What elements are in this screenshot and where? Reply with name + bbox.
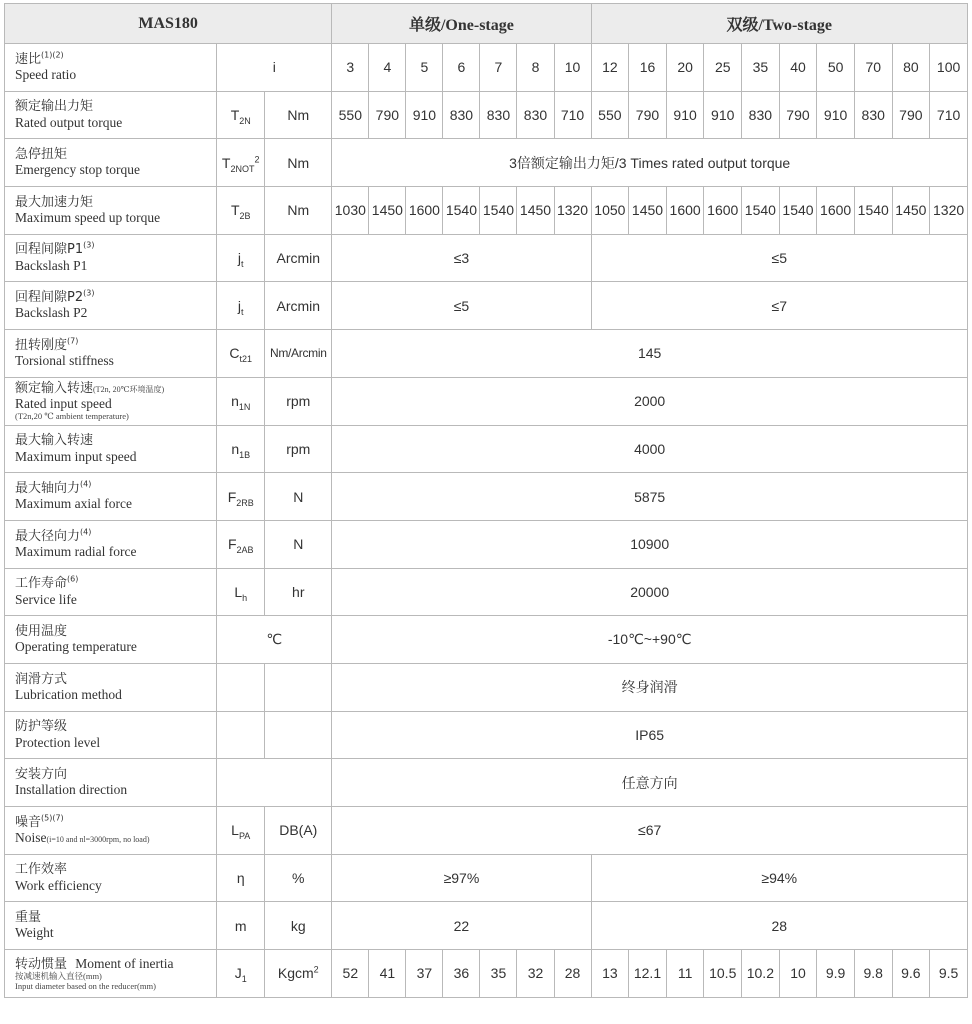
row-installation-direction (5, 759, 968, 807)
value-cell: 4000 (332, 425, 968, 473)
param-name: 噪音$^{(5)(7)}$ Noise(i=10 and nl=3000rpm, no load) (5, 807, 217, 855)
row-speed-ratio (5, 44, 968, 92)
row-lubrication-method (5, 663, 968, 711)
value-cell: 13 (591, 950, 629, 998)
model-title: MAS180 (5, 4, 332, 44)
param-symbol: $J_1$ (217, 950, 265, 998)
value-cell: 10 (554, 44, 591, 92)
param-symbol: $T_{2B}$ (217, 187, 265, 235)
param-unit: Nm (265, 139, 332, 187)
param-symbol: η (217, 854, 265, 902)
value-cell: ≤3 (332, 234, 591, 282)
value-cell: 50 (817, 44, 855, 92)
header-row (5, 4, 968, 44)
value-cell: 5 (406, 44, 443, 92)
param-unit: rpm (265, 425, 332, 473)
param-name: 防护等级 Protection level (5, 711, 217, 759)
value-cell: 9.5 (930, 950, 968, 998)
value-cell: 910 (704, 91, 742, 139)
param-unit: Arcmin (265, 282, 332, 330)
value-cell: 35 (742, 44, 780, 92)
value-cell: 830 (480, 91, 517, 139)
param-name: 最大输入转速 Maximum input speed (5, 425, 217, 473)
value-cell: 35 (480, 950, 517, 998)
value-cell: 10.2 (742, 950, 780, 998)
param-unit: Kgcm$^2$ (265, 950, 332, 998)
row-work-efficiency (5, 854, 968, 902)
value-cell: 20 (666, 44, 704, 92)
row-max-speed-up-torque (5, 187, 968, 235)
value-cell: 1540 (854, 187, 892, 235)
param-unit: rpm (265, 377, 332, 425)
param-symbol: $F_{2RB}$ (217, 473, 265, 521)
value-cell: 830 (742, 91, 780, 139)
param-unit: N (265, 520, 332, 568)
value-cell: 1450 (629, 187, 667, 235)
param-symbol: $L_h$ (217, 568, 265, 616)
row-max-axial-force (5, 473, 968, 521)
param-symbol: $j_t$ (217, 234, 265, 282)
param-name: 额定输入转速(T2n, 20℃环境温度) Rated input speed (T2n,20 ℃ ambient temperature) (5, 377, 217, 425)
value-cell: 910 (406, 91, 443, 139)
param-name: 工作效率 Work efficiency (5, 854, 217, 902)
value-cell: 1540 (480, 187, 517, 235)
param-unit: hr (265, 568, 332, 616)
param-symbol: m (217, 902, 265, 950)
value-cell: 70 (854, 44, 892, 92)
param-unit: DB(A) (265, 807, 332, 855)
row-backlash-p1 (5, 234, 968, 282)
value-cell: 910 (817, 91, 855, 139)
param-name: 最大加速力矩 Maximum speed up torque (5, 187, 217, 235)
value-cell: 32 (517, 950, 554, 998)
value-cell: 6 (443, 44, 480, 92)
value-cell: 1540 (742, 187, 780, 235)
row-max-input-speed (5, 425, 968, 473)
value-cell: 40 (779, 44, 817, 92)
value-cell: 36 (443, 950, 480, 998)
value-cell: 830 (517, 91, 554, 139)
param-symbol: $C_{t21}$ (217, 330, 265, 378)
empty-cell (265, 663, 332, 711)
value-cell: 28 (591, 902, 967, 950)
param-name: 转动惯量 Moment of inertia 按减速机输入直径(mm) Input diameter based on the reducer(mm) (5, 950, 217, 998)
param-symbol: ℃ (217, 616, 332, 664)
value-cell: 790 (892, 91, 930, 139)
value-cell: 550 (591, 91, 629, 139)
param-name: 回程间隙P2$^{(3)}$ Backslash P2 (5, 282, 217, 330)
value-cell: 终身润滑 (332, 663, 968, 711)
value-cell: 910 (666, 91, 704, 139)
empty-cell (217, 759, 332, 807)
param-symbol: $T_{2N}$ (217, 91, 265, 139)
value-cell: 9.9 (817, 950, 855, 998)
param-name: 安装方向 Installation direction (5, 759, 217, 807)
value-cell: 1600 (704, 187, 742, 235)
value-cell: 12 (591, 44, 629, 92)
value-cell: -10℃~+90℃ (332, 616, 968, 664)
value-cell: ≤5 (332, 282, 591, 330)
param-name: 急停扭矩 Emergency stop torque (5, 139, 217, 187)
value-cell: 16 (629, 44, 667, 92)
value-cell: 10900 (332, 520, 968, 568)
row-noise (5, 807, 968, 855)
param-symbol: $L_{PA}$ (217, 807, 265, 855)
value-cell: 10 (779, 950, 817, 998)
value-cell: 1320 (554, 187, 591, 235)
value-cell: 11 (666, 950, 704, 998)
param-unit: Arcmin (265, 234, 332, 282)
empty-cell (265, 711, 332, 759)
value-cell: 52 (332, 950, 369, 998)
value-cell: 100 (930, 44, 968, 92)
value-cell: 41 (369, 950, 406, 998)
param-name: 重量 Weight (5, 902, 217, 950)
value-cell: 1450 (892, 187, 930, 235)
param-name: 润滑方式 Lubrication method (5, 663, 217, 711)
param-unit: N (265, 473, 332, 521)
value-cell: ≤67 (332, 807, 968, 855)
value-cell: 任意方向 (332, 759, 968, 807)
value-cell: 4 (369, 44, 406, 92)
param-name: 最大轴向力$^{(4)}$ Maximum axial force (5, 473, 217, 521)
value-cell: 790 (369, 91, 406, 139)
value-cell: 790 (629, 91, 667, 139)
empty-cell (217, 663, 265, 711)
row-rated-input-speed (5, 377, 968, 425)
param-unit: Nm (265, 187, 332, 235)
value-cell: IP65 (332, 711, 968, 759)
row-max-radial-force (5, 520, 968, 568)
param-unit: Nm/Arcmin (265, 330, 332, 378)
param-symbol: $T_{2NOT}^2$ (217, 139, 265, 187)
value-cell: 145 (332, 330, 968, 378)
value-cell: 1600 (406, 187, 443, 235)
value-cell: 830 (854, 91, 892, 139)
row-operating-temperature (5, 616, 968, 664)
row-torsional-stiffness (5, 330, 968, 378)
spec-table (4, 3, 968, 998)
value-cell: 710 (930, 91, 968, 139)
value-cell: 80 (892, 44, 930, 92)
value-cell: 1600 (817, 187, 855, 235)
value-cell: 1030 (332, 187, 369, 235)
value-cell: 550 (332, 91, 369, 139)
value-cell: 12.1 (629, 950, 667, 998)
value-cell: 3 (332, 44, 369, 92)
param-symbol: i (217, 44, 332, 92)
value-cell: 1540 (779, 187, 817, 235)
param-name: 速比$^{(1)(2)}$ Speed ratio (5, 44, 217, 92)
value-cell: 1050 (591, 187, 629, 235)
row-moment-of-inertia (5, 950, 968, 998)
value-cell: 22 (332, 902, 591, 950)
param-unit: % (265, 854, 332, 902)
value-cell: 37 (406, 950, 443, 998)
value-cell: 20000 (332, 568, 968, 616)
value-cell: 1450 (369, 187, 406, 235)
param-symbol: $n_{1N}$ (217, 377, 265, 425)
empty-cell (217, 711, 265, 759)
value-cell: 1450 (517, 187, 554, 235)
value-cell: 1600 (666, 187, 704, 235)
value-cell: 5875 (332, 473, 968, 521)
param-name: 回程间隙P1$^{(3)}$ Backslash P1 (5, 234, 217, 282)
value-cell: 8 (517, 44, 554, 92)
value-cell: ≥94% (591, 854, 967, 902)
value-cell: 790 (779, 91, 817, 139)
param-unit: kg (265, 902, 332, 950)
row-backlash-p2 (5, 282, 968, 330)
param-symbol: $F_{2AB}$ (217, 520, 265, 568)
value-cell: 1540 (443, 187, 480, 235)
param-name: 工作寿命$^{(6)}$ Service life (5, 568, 217, 616)
value-cell: 2000 (332, 377, 968, 425)
value-cell: 710 (554, 91, 591, 139)
two-stage-header: 双级/Two-stage (591, 4, 967, 44)
row-rated-output-torque (5, 91, 968, 139)
row-emergency-stop-torque (5, 139, 968, 187)
value-cell: 3倍额定输出力矩/3 Times rated output torque (332, 139, 968, 187)
param-name: 扭转刚度$^{(7)}$ Torsional stiffness (5, 330, 217, 378)
param-symbol: $j_t$ (217, 282, 265, 330)
value-cell: 10.5 (704, 950, 742, 998)
param-symbol: $n_{1B}$ (217, 425, 265, 473)
param-name: 最大径向力$^{(4)}$ Maximum radial force (5, 520, 217, 568)
param-unit: Nm (265, 91, 332, 139)
row-weight (5, 902, 968, 950)
value-cell: ≥97% (332, 854, 591, 902)
value-cell: 830 (443, 91, 480, 139)
param-name: 额定输出力矩 Rated output torque (5, 91, 217, 139)
value-cell: 25 (704, 44, 742, 92)
value-cell: ≤5 (591, 234, 967, 282)
value-cell: 1320 (930, 187, 968, 235)
value-cell: ≤7 (591, 282, 967, 330)
value-cell: 9.6 (892, 950, 930, 998)
row-service-life (5, 568, 968, 616)
one-stage-header: 单级/One-stage (332, 4, 591, 44)
row-protection-level (5, 711, 968, 759)
value-cell: 28 (554, 950, 591, 998)
param-name: 使用温度 Operating temperature (5, 616, 217, 664)
value-cell: 9.8 (854, 950, 892, 998)
value-cell: 7 (480, 44, 517, 92)
